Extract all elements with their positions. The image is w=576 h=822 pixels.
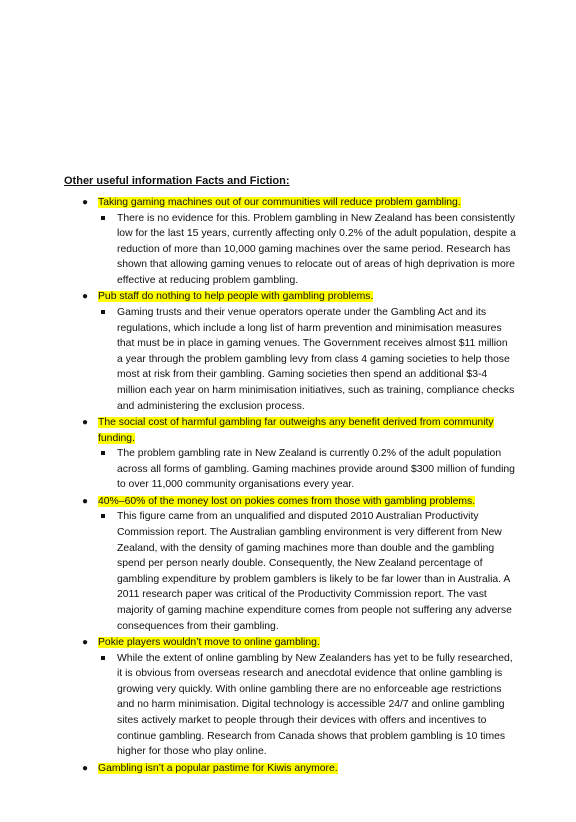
claim-highlight: Pokie players wouldn’t move to online gambling.: [98, 637, 320, 649]
claim-highlight: Gambling isn’t a popular pastime for Kiwis anymore.: [98, 762, 338, 774]
section-heading: Other useful information Facts and Fiction:: [64, 175, 290, 187]
detail-text: The problem gambling rate in New Zealand is currently 0.2% of the adult population across all forms of gambling. Gaming machines provide around $300 million of funding to over 11,000 community organisations every year.: [117, 448, 515, 491]
detail-row: [0, 305, 576, 414]
claim-highlight: 40%–60% of the money lost on pokies comes from those with gambling problems.: [98, 495, 476, 507]
claim-row: [0, 195, 576, 211]
detail-text: There is no evidence for this. Problem gambling in New Zealand has been consistently low for the last 15 years, currently affecting only 0.2% of the adult population, despite a reduction of more than 10,000 gaming machines over the same period. Research has shown that allowing gaming venues to relocate out of areas of high deprivation is more effective at reducing problem gambling.: [117, 212, 516, 286]
claim-highlight: The social cost of harmful gambling far outweighs any benefit derived from community funding.: [98, 417, 494, 444]
square-bullet-icon: [101, 656, 105, 660]
claim-row: [0, 761, 576, 777]
list-item: [0, 415, 576, 493]
claim-highlight: Pub staff do nothing to help people with gambling problems.: [98, 291, 374, 303]
list-item: [0, 494, 576, 634]
detail-text: Gaming trusts and their venue operators operate under the Gambling Act and its regulations, which include a long list of harm prevention and minimisation measures that must be in place in gaming venues. The Government receives almost $11 million a year through the problem gambling levy from class 4 gaming societies to help those most at risk from their gambling. Gaming societies then spend an additional $3-4 million each year on harm minimisation initiatives, such as training, compliance checks and administering the exclusion process.: [117, 306, 515, 412]
claim-row: [0, 494, 576, 510]
round-bullet-icon: ●: [82, 417, 89, 429]
detail-text: While the extent of online gambling by New Zealanders has yet to be fully researched, it is obvious from overseas research and anecdotal evidence that online gambling is growing very quickly. With online gambling there are no enforceable age restrictions and no harm minimisation. Digital technology is accessible 24/7 and online gambling sites actively market to people through their devices with offers and incentives to continue gambling. Research from Canada shows that problem gambling is 10 times higher for those who play online.: [117, 652, 513, 758]
list-item: [0, 195, 576, 288]
detail-row: [0, 446, 576, 493]
claim-row: [0, 289, 576, 305]
list-item: [0, 289, 576, 414]
facts-fiction-list: [0, 195, 576, 776]
list-item: [0, 635, 576, 760]
claim-row: [0, 635, 576, 651]
square-bullet-icon: [101, 310, 105, 314]
round-bullet-icon: ●: [82, 291, 89, 303]
list-item: [0, 761, 576, 777]
round-bullet-icon: ●: [82, 637, 89, 649]
round-bullet-icon: ●: [82, 197, 89, 208]
claim-highlight: Taking gaming machines out of our communities will reduce problem gambling.: [98, 197, 461, 208]
detail-row: [0, 211, 576, 289]
square-bullet-icon: [101, 216, 105, 220]
round-bullet-icon: ●: [82, 495, 89, 507]
square-bullet-icon: [101, 514, 105, 518]
claim-row: [0, 415, 576, 446]
detail-row: [0, 509, 576, 634]
round-bullet-icon: ●: [82, 762, 89, 774]
detail-row: [0, 651, 576, 760]
detail-text: This figure came from an unqualified and disputed 2010 Australian Productivity Commission report. The Australian gambling environment is very different from New Zealand, with the density of gaming machines more than double and the gambling spend per person nearly double. Consequently, the New Zealand percentage of gambling expenditure by problem gamblers is likely to be far lower than in Australia. A 2011 research paper was critical of the Productivity Commission report. The vast majority of gaming machine expenditure comes from people not suffering any adverse consequences from their gambling.: [117, 511, 512, 632]
square-bullet-icon: [101, 451, 105, 455]
